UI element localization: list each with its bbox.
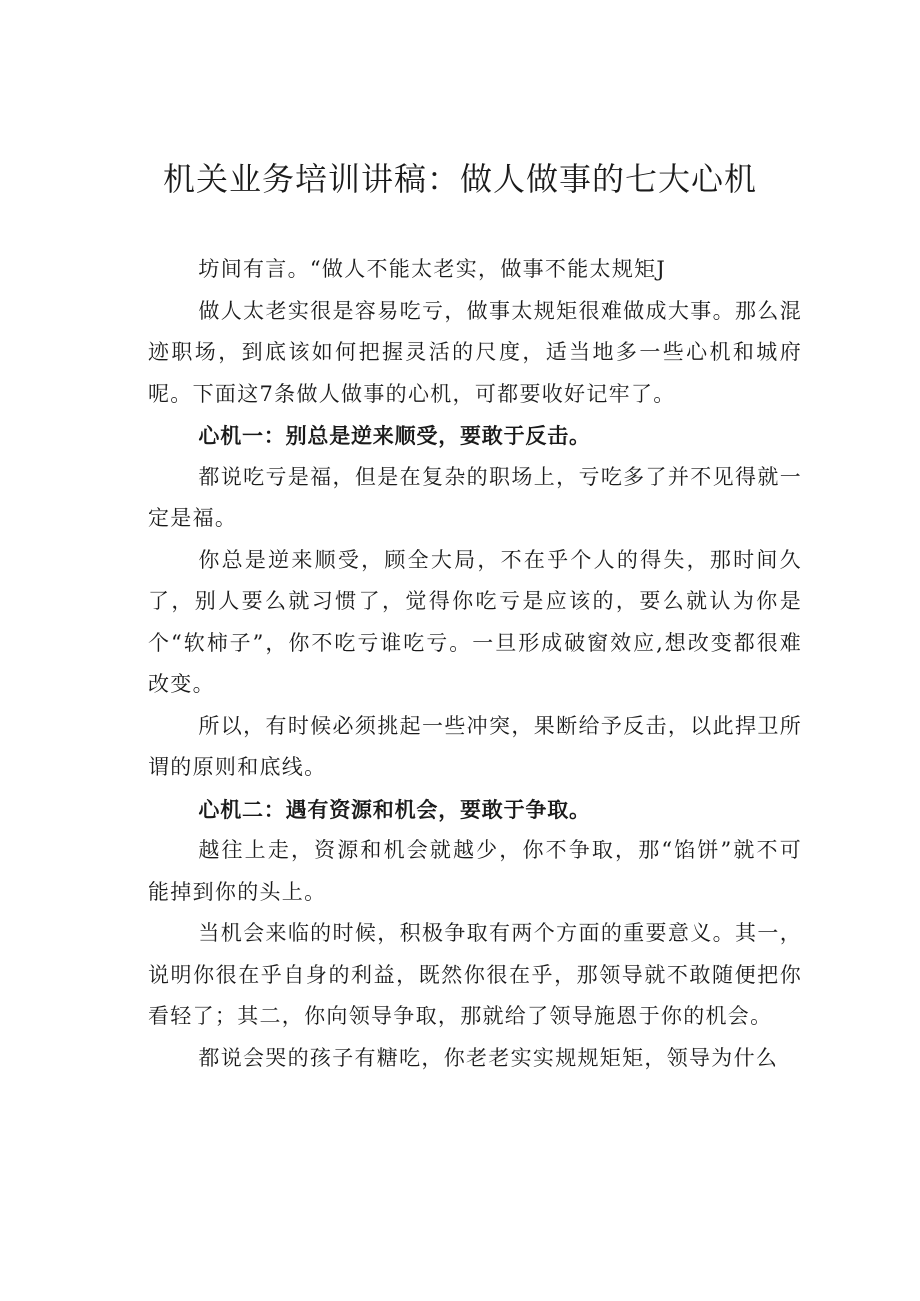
paragraph: 坊间有言。“做人不能太老实，做事不能太规矩J: [198, 257, 667, 281]
document-title: 机关业务培训讲稿：做人做事的七大心机: [162, 160, 757, 198]
paragraph: 都说会哭的孩子有糖吃，你老老实实规规矩矩，领导为什么: [198, 1045, 779, 1070]
paragraph: 做人太老实很是容易吃亏，做事太规矩很难做成大事。那么混迹职场，到底该如何把握灵活的尺度，适当地多一些心机和城府呢。下面这7条做人做事的心机，可都要收好记牢了。: [148, 298, 802, 406]
section-heading: 心机一：别总是逆来顺受，要敢于反击。: [198, 423, 591, 448]
section-heading: 心机二：遇有资源和机会，要敢于争取。: [198, 796, 591, 822]
paragraph: 你总是逆来顺受，顾全大局，不在乎个人的得失，那时间久了，别人要么就习惯了，觉得你吃亏是应该的，要么就认为你是个“软柿子”，你不吃亏谁吃亏。一旦形成破窗效应,想改变都很难改变。: [148, 547, 802, 696]
paragraph: 当机会来临的时候，积极争取有两个方面的重要意义。其一，说明你很在乎自身的利益，既然你很在乎，那领导就不敢随便把你看轻了；其二，你向领导争取，那就给了领导施恩于你的机会。: [148, 921, 802, 1028]
paragraph: 所以，有时候必须挑起一些冲突，果断给予反击，以此捍卫所谓的原则和底线。: [148, 713, 802, 779]
document-body: [148, 249, 802, 1079]
paragraph: 越往上走，资源和机会就越少，你不争取，那“馅饼”就不可能掉到你的头上。: [148, 838, 802, 904]
paragraph: 都说吃亏是福，但是在复杂的职场上，亏吃多了并不见得就一定是福。: [148, 464, 802, 530]
